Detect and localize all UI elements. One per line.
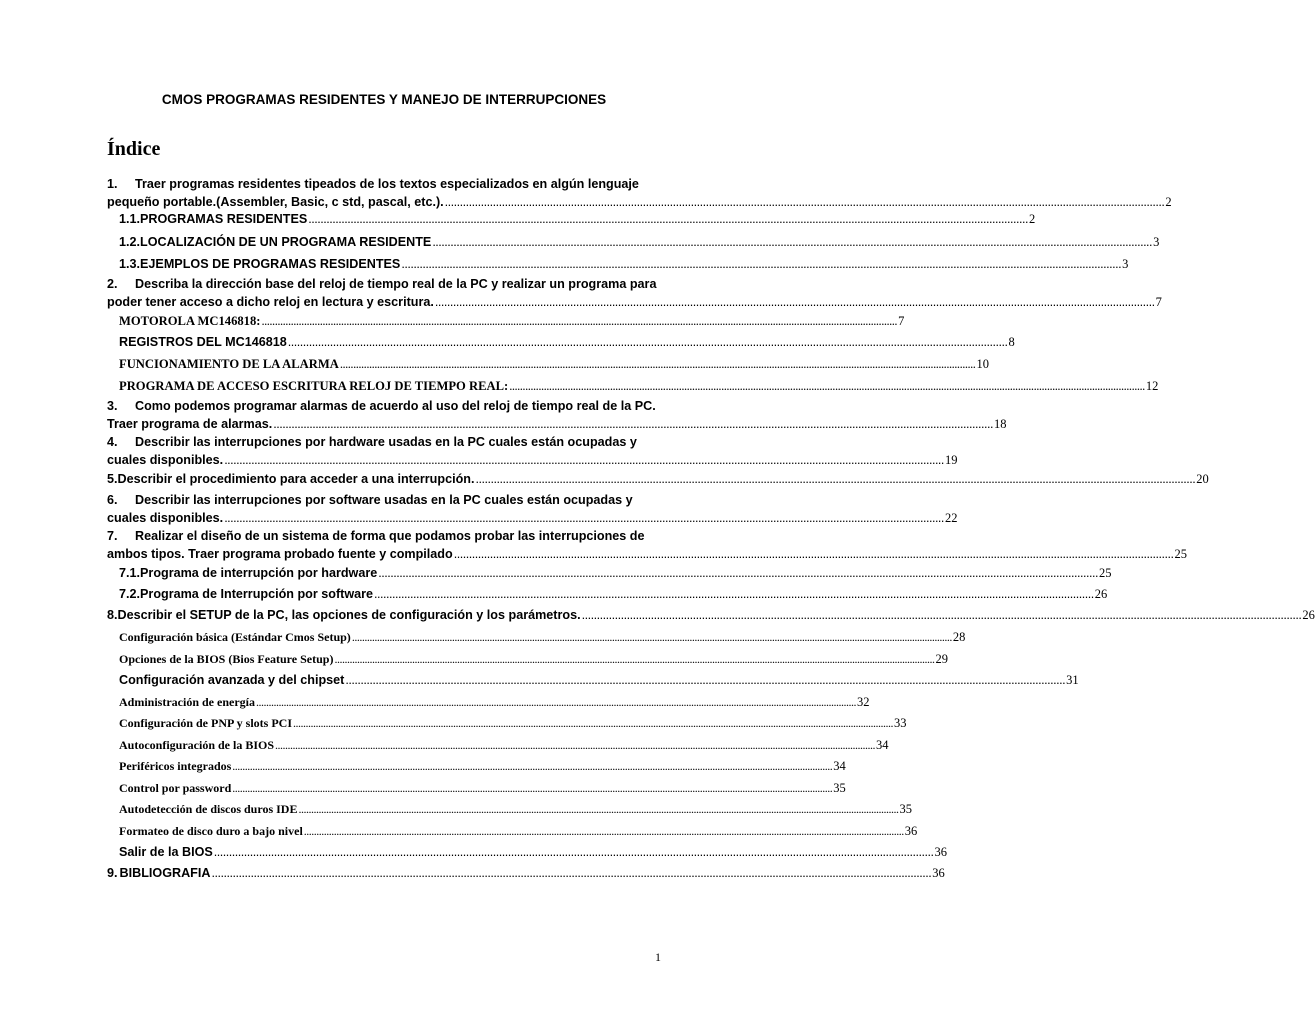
toc-entry-6[interactable] <box>107 492 958 527</box>
toc-text: Salir de la BIOS <box>119 845 213 859</box>
toc-page: 34 <box>876 738 889 752</box>
toc-text: Configuración de PNP y slots PCI <box>119 716 293 730</box>
toc-dot-leader <box>293 715 893 733</box>
toc-entry-1-2[interactable] <box>107 234 1160 252</box>
toc-dot-leader <box>211 865 931 883</box>
toc-entry-perifericos[interactable] <box>107 758 846 776</box>
toc-page: 26 <box>1094 587 1108 601</box>
toc-number: 8. <box>107 608 118 622</box>
toc-text-line1: Describir las interrupciones por hardware usadas en la PC cuales están ocupadas y <box>135 435 637 449</box>
toc-page: 2 <box>1029 212 1036 226</box>
toc-page: 18 <box>993 416 1007 431</box>
toc-dot-leader <box>298 801 898 819</box>
toc-entry-autoconfig-bios[interactable] <box>107 737 889 755</box>
toc-text: Describir el procedimiento para acceder a una interrupción. <box>117 472 475 486</box>
toc-text: Programa de Interrupción por software <box>140 587 374 601</box>
toc-text-line1: Describa la dirección base del reloj de tiempo real de la PC y realizar un programa para <box>135 277 657 291</box>
toc-number: 1.3. <box>119 257 141 271</box>
toc-page: 2 <box>1165 194 1172 209</box>
toc-page: 36 <box>904 824 918 838</box>
toc-text: Autodetección de discos duros IDE <box>119 802 298 816</box>
document-title: CMOS PROGRAMAS RESIDENTES Y MANEJO DE INTERRUPCIONES <box>161 92 607 107</box>
toc-text-line1: Describir las interrupciones por software usadas en la PC cuales están ocupadas y <box>135 493 633 507</box>
toc-number: 7.1. <box>119 566 141 580</box>
toc-dot-leader <box>582 607 1302 625</box>
toc-text: Periféricos integrados <box>119 759 232 773</box>
toc-page: 20 <box>1196 472 1209 486</box>
toc-dot-leader <box>475 471 1195 489</box>
toc-dot-leader <box>256 694 856 712</box>
toc-dot-leader <box>232 758 832 776</box>
toc-page: 8 <box>1008 335 1015 349</box>
toc-page: 25 <box>1099 566 1112 580</box>
toc-text: BIBLIOGRAFIA <box>119 866 211 880</box>
toc-dot-leader <box>288 334 1008 352</box>
page-number: 1 <box>655 950 661 964</box>
toc-text: Formateo de disco duro a bajo nivel <box>119 824 303 838</box>
toc-entry-pnp-pci[interactable] <box>107 715 907 733</box>
toc-entry-opciones-bios[interactable] <box>107 651 948 669</box>
toc-number: 3. <box>107 399 118 413</box>
toc-page: 19 <box>944 452 958 467</box>
toc-dot-leader <box>345 672 1065 690</box>
toc-entry-1-3[interactable] <box>107 256 1129 274</box>
toc-dot-leader <box>352 629 952 647</box>
toc-text: Describir el SETUP de la PC, las opciones de configuración y los parámetros. <box>117 608 581 622</box>
toc-page: 26 <box>1302 608 1315 622</box>
toc-dot-leader <box>509 378 1145 396</box>
toc-page: 34 <box>833 759 846 773</box>
toc-number: 7. <box>107 529 118 543</box>
toc-dot-leader <box>304 823 904 841</box>
toc-number: 5. <box>107 472 118 486</box>
toc-dot-leader <box>261 313 897 331</box>
toc-page: 7 <box>898 314 905 328</box>
toc-text-line1: Como podemos programar alarmas de acuerdo al uso del reloj de tiempo real de la PC. <box>135 399 656 413</box>
toc-entry-config-avanzada[interactable] <box>107 672 1079 690</box>
toc-page: 7 <box>1155 294 1162 309</box>
toc-text: Programa de interrupción por hardware <box>140 566 378 580</box>
toc-page: 35 <box>833 781 846 795</box>
toc-dot-leader <box>224 510 944 528</box>
toc-dot-leader <box>374 586 1094 604</box>
toc-page: 36 <box>934 845 948 859</box>
toc-text: PROGRAMAS RESIDENTES <box>140 212 308 226</box>
toc-text: Configuración avanzada y del chipset <box>119 673 345 687</box>
toc-number: 2. <box>107 277 118 291</box>
toc-dot-leader <box>378 565 1098 583</box>
toc-page: 33 <box>894 716 907 730</box>
toc-entry-2[interactable] <box>107 276 1162 311</box>
toc-text: REGISTROS DEL MC146818 <box>119 335 287 349</box>
toc-text: Autoconfiguración de la BIOS <box>119 738 275 752</box>
toc-text: cuales disponibles. <box>107 452 224 467</box>
toc-dot-leader <box>275 737 875 755</box>
toc-dot-leader <box>214 844 934 862</box>
toc-dot-leader <box>432 234 1152 252</box>
toc-page: 31 <box>1066 673 1079 687</box>
toc-page: 10 <box>976 357 989 371</box>
toc-text: poder tener acceso a dicho reloj en lectura y escritura. <box>107 294 434 309</box>
toc-entry-admin-energia[interactable] <box>107 694 870 712</box>
toc-text: ambos tipos. Traer programa probado fuente y compilado <box>107 546 453 561</box>
toc-text: MOTOROLA MC146818: <box>119 314 261 328</box>
toc-dot-leader <box>401 256 1121 274</box>
toc-number: 1.1. <box>119 212 141 226</box>
toc-text: PROGRAMA DE ACCESO ESCRITURA RELOJ DE TIEMPO REAL: <box>119 379 509 393</box>
toc-entry-7-2[interactable] <box>107 586 1108 604</box>
toc-page: 36 <box>932 866 945 880</box>
toc-entry-config-basica[interactable] <box>107 629 966 647</box>
toc-text: cuales disponibles. <box>107 510 224 525</box>
toc-dot-leader <box>232 780 832 798</box>
toc-entry-7-1[interactable] <box>107 565 1112 583</box>
toc-page: 22 <box>944 510 958 525</box>
toc-page: 3 <box>1153 235 1160 249</box>
toc-text: FUNCIONAMIENTO DE LA ALARMA <box>119 357 339 371</box>
toc-page: 29 <box>935 652 948 666</box>
toc-page: 28 <box>952 630 966 644</box>
toc-entry-3[interactable] <box>107 398 1007 433</box>
toc-entry-1[interactable] <box>107 176 1172 211</box>
toc-number: 7.2. <box>119 587 141 601</box>
toc-entry-salir-bios[interactable] <box>107 844 948 862</box>
toc-dot-leader <box>224 452 944 470</box>
toc-entry-control-password[interactable] <box>107 780 846 798</box>
index-heading: Índice <box>107 138 161 160</box>
toc-number: 1.2. <box>119 235 141 249</box>
toc-entry-motorola[interactable] <box>107 313 905 331</box>
toc-text: Control por password <box>119 781 232 795</box>
toc-text: Configuración básica (Estándar Cmos Setup) <box>119 630 351 644</box>
toc-text: LOCALIZACIÓN DE UN PROGRAMA RESIDENTE <box>140 235 432 249</box>
toc-text: Traer programa de alarmas. <box>107 416 273 431</box>
toc-text: Administración de energía <box>119 695 255 709</box>
toc-entry-5[interactable] <box>107 471 1209 489</box>
toc-page: 35 <box>899 802 912 816</box>
toc-page: 32 <box>857 695 870 709</box>
toc-text: Opciones de la BIOS (Bios Feature Setup) <box>119 652 334 666</box>
toc-dot-leader <box>340 356 976 374</box>
toc-entry-7[interactable] <box>107 528 1187 563</box>
toc-entry-formateo[interactable] <box>107 823 918 841</box>
toc-dot-leader <box>334 651 934 669</box>
toc-entry-autodeteccion-ide[interactable] <box>107 801 912 819</box>
toc-entry-9[interactable] <box>107 865 945 883</box>
toc-entry-programa-acceso[interactable] <box>107 378 1159 396</box>
toc-entry-4[interactable] <box>107 434 958 469</box>
toc-text-line1: Realizar el diseño de un sistema de forma que podamos probar las interrupciones de <box>135 529 645 543</box>
toc-text: EJEMPLOS DE PROGRAMAS RESIDENTES <box>140 257 401 271</box>
toc-entry-registros[interactable] <box>107 334 1015 352</box>
toc-dot-leader <box>308 211 1028 229</box>
toc-dot-leader <box>454 546 1174 564</box>
toc-number: 4. <box>107 435 118 449</box>
toc-entry-8[interactable] <box>107 607 1315 625</box>
toc-number: 6. <box>107 493 118 507</box>
toc-page: 3 <box>1122 257 1129 271</box>
toc-text-line1: Traer programas residentes tipeados de los textos especializados en algún lenguaje <box>135 177 639 191</box>
toc-dot-leader <box>445 194 1165 212</box>
toc-number: 9. <box>107 866 118 880</box>
toc-entry-1-1[interactable] <box>107 211 1036 229</box>
toc-page: 25 <box>1174 546 1187 561</box>
toc-number: 1. <box>107 177 118 191</box>
toc-page: 12 <box>1145 379 1159 393</box>
toc-dot-leader <box>435 294 1155 312</box>
toc-text: pequeño portable.(Assembler, Basic, c std, pascal, etc.). <box>107 194 444 209</box>
toc-entry-funcionamiento[interactable] <box>107 356 989 374</box>
toc-dot-leader <box>273 416 993 434</box>
